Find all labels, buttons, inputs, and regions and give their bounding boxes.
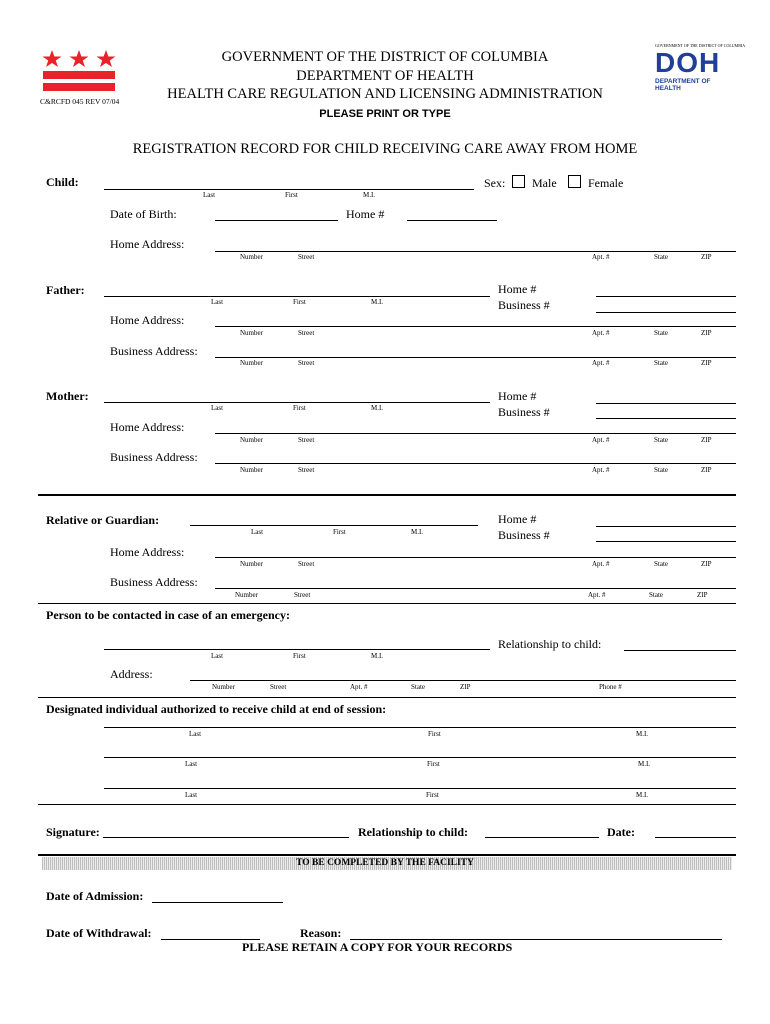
field-sublabel: GOVERNMENT OF THE DISTRICT OF COLUMBIA <box>655 43 746 48</box>
designated-label: Designated individual authorized to receive child at end of session: <box>46 702 387 716</box>
male-checkbox[interactable] <box>512 175 525 188</box>
withdrawal-label: Date of Withdrawal: <box>46 926 152 940</box>
field-sublabel: ZIP <box>701 436 712 444</box>
field-sublabel: State <box>654 359 668 367</box>
relative-home-num-line[interactable] <box>596 526 736 527</box>
father-home-num-label: Home # <box>498 282 537 296</box>
field-sublabel: Street <box>298 253 315 261</box>
field-sublabel: Last <box>185 791 198 799</box>
child-home-address-line[interactable] <box>215 251 736 252</box>
relative-home-address-line[interactable] <box>215 557 736 558</box>
child-home-num-label: Home # <box>346 207 385 221</box>
relative-business-num-label: Business # <box>498 528 550 542</box>
father-label: Father: <box>46 283 85 297</box>
admission-label: Date of Admission: <box>46 889 144 903</box>
field-sublabel: M.I. <box>371 404 384 412</box>
field-sublabel: Number <box>212 683 235 691</box>
field-sublabel: ZIP <box>701 359 712 367</box>
reason-label: Reason: <box>300 926 342 940</box>
field-sublabel: ZIP <box>701 466 712 474</box>
admin-heading: HEALTH CARE REGULATION AND LICENSING ADMINISTRATION <box>167 86 603 102</box>
field-sublabel: Street <box>298 466 315 474</box>
field-sublabel: State <box>654 436 668 444</box>
child-name-line[interactable] <box>104 189 474 190</box>
print-note: PLEASE PRINT OR TYPE <box>319 108 451 120</box>
father-home-address-line[interactable] <box>215 326 736 327</box>
field-sublabel: Phone # <box>599 683 622 691</box>
relative-home-num-label: Home # <box>498 512 537 526</box>
mother-name-line[interactable] <box>104 402 490 403</box>
field-sublabel: Number <box>235 591 258 599</box>
father-business-address-label: Business Address: <box>110 344 198 358</box>
section-divider <box>38 494 736 496</box>
field-sublabel: Last <box>211 652 224 660</box>
field-sublabel: Apt. # <box>350 683 368 691</box>
relative-business-address-label: Business Address: <box>110 575 198 589</box>
field-sublabel: First <box>293 298 306 306</box>
facility-bar-label: TO BE COMPLETED BY THE FACILITY <box>296 858 474 868</box>
emergency-label: Person to be contacted in case of an emergency: <box>46 608 290 622</box>
field-sublabel: ZIP <box>701 329 712 337</box>
field-sublabel: First <box>426 791 439 799</box>
relative-name-line[interactable] <box>190 525 478 526</box>
father-business-address-line[interactable] <box>215 357 736 358</box>
signature-date-line[interactable] <box>655 837 736 838</box>
field-sublabel: State <box>411 683 425 691</box>
field-sublabel: State <box>654 466 668 474</box>
field-sublabel: M.I. <box>636 730 649 738</box>
signature-line[interactable] <box>103 837 349 838</box>
field-sublabel: Apt. # <box>588 591 606 599</box>
designated-line-3[interactable] <box>104 788 736 789</box>
field-sublabel: Street <box>298 560 315 568</box>
field-sublabel: ZIP <box>701 560 712 568</box>
retain-notice: PLEASE RETAIN A COPY FOR YOUR RECORDS <box>242 940 513 954</box>
field-sublabel: Street <box>270 683 287 691</box>
field-sublabel: M.I. <box>636 791 649 799</box>
admission-line[interactable] <box>152 902 283 903</box>
emergency-address-label: Address: <box>110 667 153 681</box>
relative-business-num-line[interactable] <box>596 541 736 542</box>
designated-line-2[interactable] <box>104 757 736 758</box>
relative-label: Relative or Guardian: <box>46 513 160 527</box>
relative-home-address-label: Home Address: <box>110 545 185 559</box>
field-sublabel: Number <box>240 560 263 568</box>
field-sublabel: First <box>293 404 306 412</box>
field-sublabel: First <box>427 760 440 768</box>
field-sublabel: Street <box>298 359 315 367</box>
female-label: Female <box>588 176 624 190</box>
gov-heading: GOVERNMENT OF THE DISTRICT OF COLUMBIA <box>221 49 549 65</box>
signature-relationship-line[interactable] <box>485 837 599 838</box>
emergency-relationship-line[interactable] <box>624 650 736 651</box>
field-sublabel: ZIP <box>701 253 712 261</box>
signature-relationship-label: Relationship to child: <box>358 825 469 839</box>
field-sublabel: First <box>428 730 441 738</box>
doh-logo: GOVERNMENT OF THE DISTRICT OF COLUMBIA DOH DEPARTMENT OF HEALTH <box>655 43 746 92</box>
field-sublabel: State <box>649 591 663 599</box>
field-sublabel: ZIP <box>697 591 708 599</box>
field-sublabel: First <box>333 528 346 536</box>
field-sublabel: ZIP <box>460 683 471 691</box>
field-sublabel: M.I. <box>363 191 376 199</box>
field-sublabel: Last <box>203 191 216 199</box>
field-sublabel: State <box>654 560 668 568</box>
child-home-address-label: Home Address: <box>110 237 185 251</box>
male-label: Male <box>532 176 557 190</box>
mother-home-num-label: Home # <box>498 389 537 403</box>
field-sublabel: Street <box>298 329 315 337</box>
field-sublabel: Apt. # <box>592 253 610 261</box>
field-sublabel: Last <box>189 730 202 738</box>
mother-home-address-line[interactable] <box>215 433 736 434</box>
field-sublabel: M.I. <box>371 652 384 660</box>
field-sublabel: Number <box>240 359 263 367</box>
father-home-address-label: Home Address: <box>110 313 185 327</box>
field-sublabel: Apt. # <box>592 466 610 474</box>
sex-label: Sex: <box>484 176 506 190</box>
mother-home-num-line[interactable] <box>596 403 736 404</box>
field-sublabel: Last <box>251 528 264 536</box>
section-divider <box>38 804 736 805</box>
child-label: Child: <box>46 175 79 189</box>
relative-business-address-line[interactable] <box>215 588 736 589</box>
section-divider <box>38 697 736 698</box>
field-sublabel: M.I. <box>638 760 651 768</box>
field-sublabel: Apt. # <box>592 560 610 568</box>
father-name-line[interactable] <box>104 296 490 297</box>
father-home-num-line[interactable] <box>596 296 736 297</box>
mother-business-num-line[interactable] <box>596 418 736 419</box>
field-sublabel: M.I. <box>411 528 424 536</box>
field-sublabel: Apt. # <box>592 436 610 444</box>
form-title: REGISTRATION RECORD FOR CHILD RECEIVING CARE AWAY FROM HOME <box>132 141 638 157</box>
field-sublabel: Number <box>240 329 263 337</box>
signature-date-label: Date: <box>607 825 635 839</box>
emergency-address-line[interactable] <box>190 680 736 681</box>
field-sublabel: Number <box>240 253 263 261</box>
dept-heading: DEPARTMENT OF HEALTH <box>296 68 474 84</box>
dob-label: Date of Birth: <box>110 207 177 221</box>
signature-label: Signature: <box>46 825 100 839</box>
section-divider <box>38 603 736 604</box>
field-sublabel: Last <box>211 404 224 412</box>
father-business-num-label: Business # <box>498 298 550 312</box>
field-sublabel: Last <box>211 298 224 306</box>
child-home-num-line[interactable] <box>407 220 497 221</box>
form-code: C&RCFD 045 REV 07/04 <box>40 97 120 106</box>
facility-divider <box>38 854 736 856</box>
field-sublabel: Street <box>298 436 315 444</box>
field-sublabel: Last <box>185 760 198 768</box>
field-sublabel: Street <box>294 591 311 599</box>
field-sublabel: M.I. <box>371 298 384 306</box>
field-sublabel: Apt. # <box>592 359 610 367</box>
mother-home-address-label: Home Address: <box>110 420 185 434</box>
female-checkbox[interactable] <box>568 175 581 188</box>
mother-business-num-label: Business # <box>498 405 550 419</box>
mother-business-address-line[interactable] <box>215 463 736 464</box>
field-sublabel: Number <box>240 436 263 444</box>
father-business-num-line[interactable] <box>596 312 736 313</box>
field-sublabel: State <box>654 253 668 261</box>
field-sublabel: First <box>285 191 298 199</box>
field-sublabel: Number <box>240 466 263 474</box>
mother-business-address-label: Business Address: <box>110 450 198 464</box>
emergency-relationship-label: Relationship to child: <box>498 637 602 651</box>
field-sublabel: First <box>293 652 306 660</box>
mother-label: Mother: <box>46 389 89 403</box>
designated-line-1[interactable] <box>104 727 736 728</box>
dob-line[interactable] <box>215 220 338 221</box>
field-sublabel: State <box>654 329 668 337</box>
field-sublabel: Apt. # <box>592 329 610 337</box>
emergency-name-line[interactable] <box>104 649 490 650</box>
